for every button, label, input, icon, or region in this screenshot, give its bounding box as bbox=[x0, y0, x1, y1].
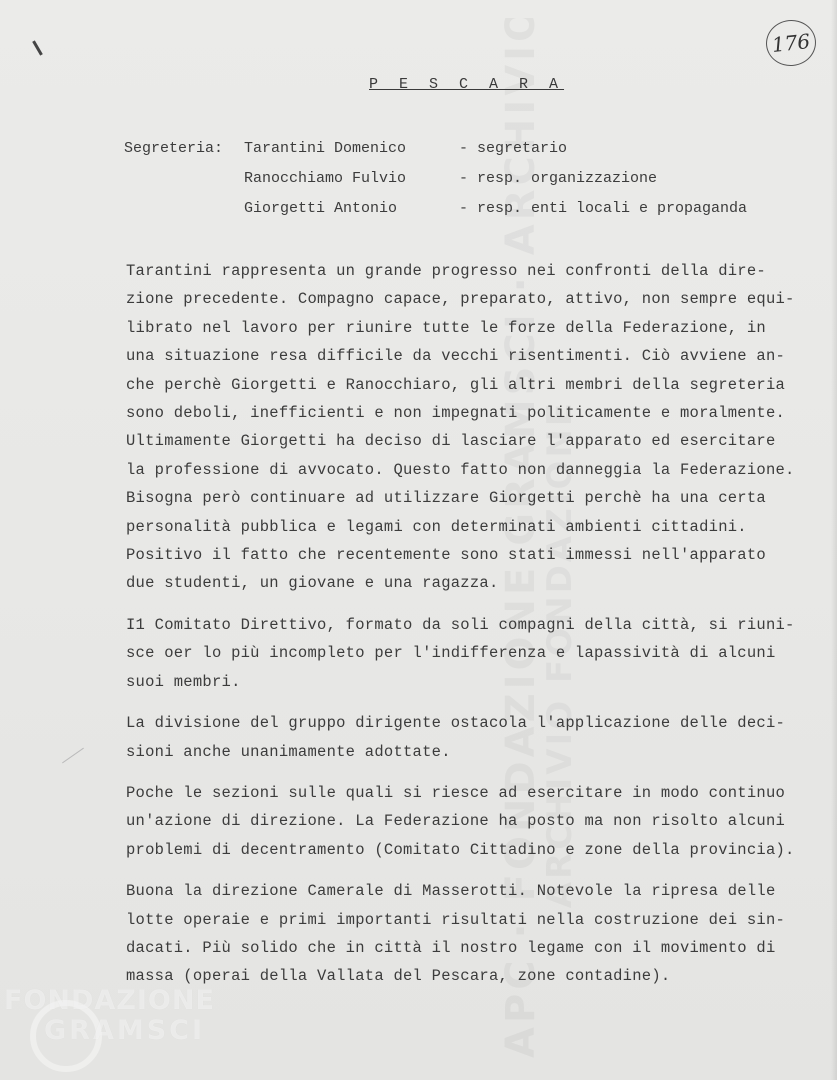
watermark-logo-line1: FONDAZIONE bbox=[4, 985, 215, 1016]
member-name: Giorgetti Antonio bbox=[244, 200, 398, 217]
text-line: lotte operaie e primi importanti risultati nella costruzione dei sin- bbox=[126, 910, 786, 929]
segreteria-row bbox=[124, 194, 747, 224]
text-line: sono deboli, inefficienti e non impegnati politicamente e moralmente. bbox=[126, 404, 786, 423]
text-line: Poche le sezioni sulle quali si riesce ad esercitare in modo continuo bbox=[126, 783, 786, 802]
text-line: Positivo il fatto che recentemente sono stati immessi nell'apparato bbox=[126, 546, 766, 565]
page-edge-shadow bbox=[831, 0, 837, 1080]
member-name: Ranocchiamo Fulvio bbox=[244, 170, 407, 187]
text-line: suoi membri. bbox=[126, 672, 241, 691]
text-line: dacati. Più solido che in città il nostro legame con il movimento di bbox=[126, 938, 776, 957]
text-line: due studenti, un giovane e una ragazza. bbox=[126, 574, 499, 593]
watermark-logo bbox=[4, 986, 215, 1046]
member-name: Tarantini Domenico bbox=[244, 140, 407, 157]
paragraph bbox=[126, 611, 826, 696]
text-line: sioni anche unanimamente adottate. bbox=[126, 742, 451, 761]
text-line: Bisogna però continuare ad utilizzare Giorgetti perchè ha una certa bbox=[126, 489, 766, 508]
text-line: Ultimamente Giorgetti ha deciso di lasciare l'apparato ed esercitare bbox=[126, 432, 776, 451]
segreteria-row bbox=[124, 134, 747, 164]
member-role: - resp. organizzazione bbox=[459, 170, 658, 187]
paragraph bbox=[126, 779, 826, 864]
text-line: problemi di decentramento (Comitato Cittadino e zone della provincia). bbox=[126, 840, 795, 859]
text-line: librato nel lavoro per riunire tutte le forze della Federazione, in bbox=[126, 318, 766, 337]
paragraph bbox=[126, 877, 826, 991]
paragraph bbox=[126, 257, 826, 598]
text-line: I1 Comitato Direttivo, formato da soli compagni della città, si riuni- bbox=[126, 615, 795, 634]
text-line: che perchè Giorgetti e Ranocchiaro, gli altri membri della segreteria bbox=[126, 375, 786, 394]
segreteria-label: Segreteria: bbox=[124, 140, 224, 157]
document-title: P E S C A R A bbox=[369, 76, 565, 93]
document-body bbox=[126, 257, 826, 991]
text-line: zione precedente. Compagno capace, preparato, attivo, non sempre equi- bbox=[126, 290, 795, 309]
page-number-stamp: 176 bbox=[764, 18, 819, 69]
watermark-logo-line2: GRAMSCI bbox=[44, 1015, 206, 1046]
segreteria-block bbox=[124, 134, 747, 224]
text-line: La divisione del gruppo dirigente ostacola l'applicazione delle deci- bbox=[126, 714, 786, 733]
text-line: sce oer lo più incompleto per l'indifferenza e lapassività di alcuni bbox=[126, 644, 776, 663]
text-line: personalità pubblica e legami con determinati ambienti cittadini. bbox=[126, 517, 747, 536]
segreteria-row bbox=[124, 164, 747, 194]
text-line: la professione di avvocato. Questo fatto non danneggia la Federazione. bbox=[126, 460, 795, 479]
member-role: - segretario bbox=[459, 140, 568, 157]
text-line: Buona la direzione Camerale di Masserotti. Notevole la ripresa delle bbox=[126, 882, 776, 901]
text-line: una situazione resa difficile da vecchi risentimenti. Ciò avviene an- bbox=[126, 347, 786, 366]
member-role: - resp. enti locali e propaganda bbox=[459, 200, 748, 217]
paragraph bbox=[126, 709, 826, 766]
text-line: massa (operai della Vallata del Pescara, zone contadine). bbox=[126, 967, 671, 986]
text-line: un'azione di direzione. La Federazione ha posto ma non risolto alcuni bbox=[126, 812, 786, 831]
text-line: Tarantini rappresenta un grande progresso nei confronti della dire- bbox=[126, 262, 766, 280]
